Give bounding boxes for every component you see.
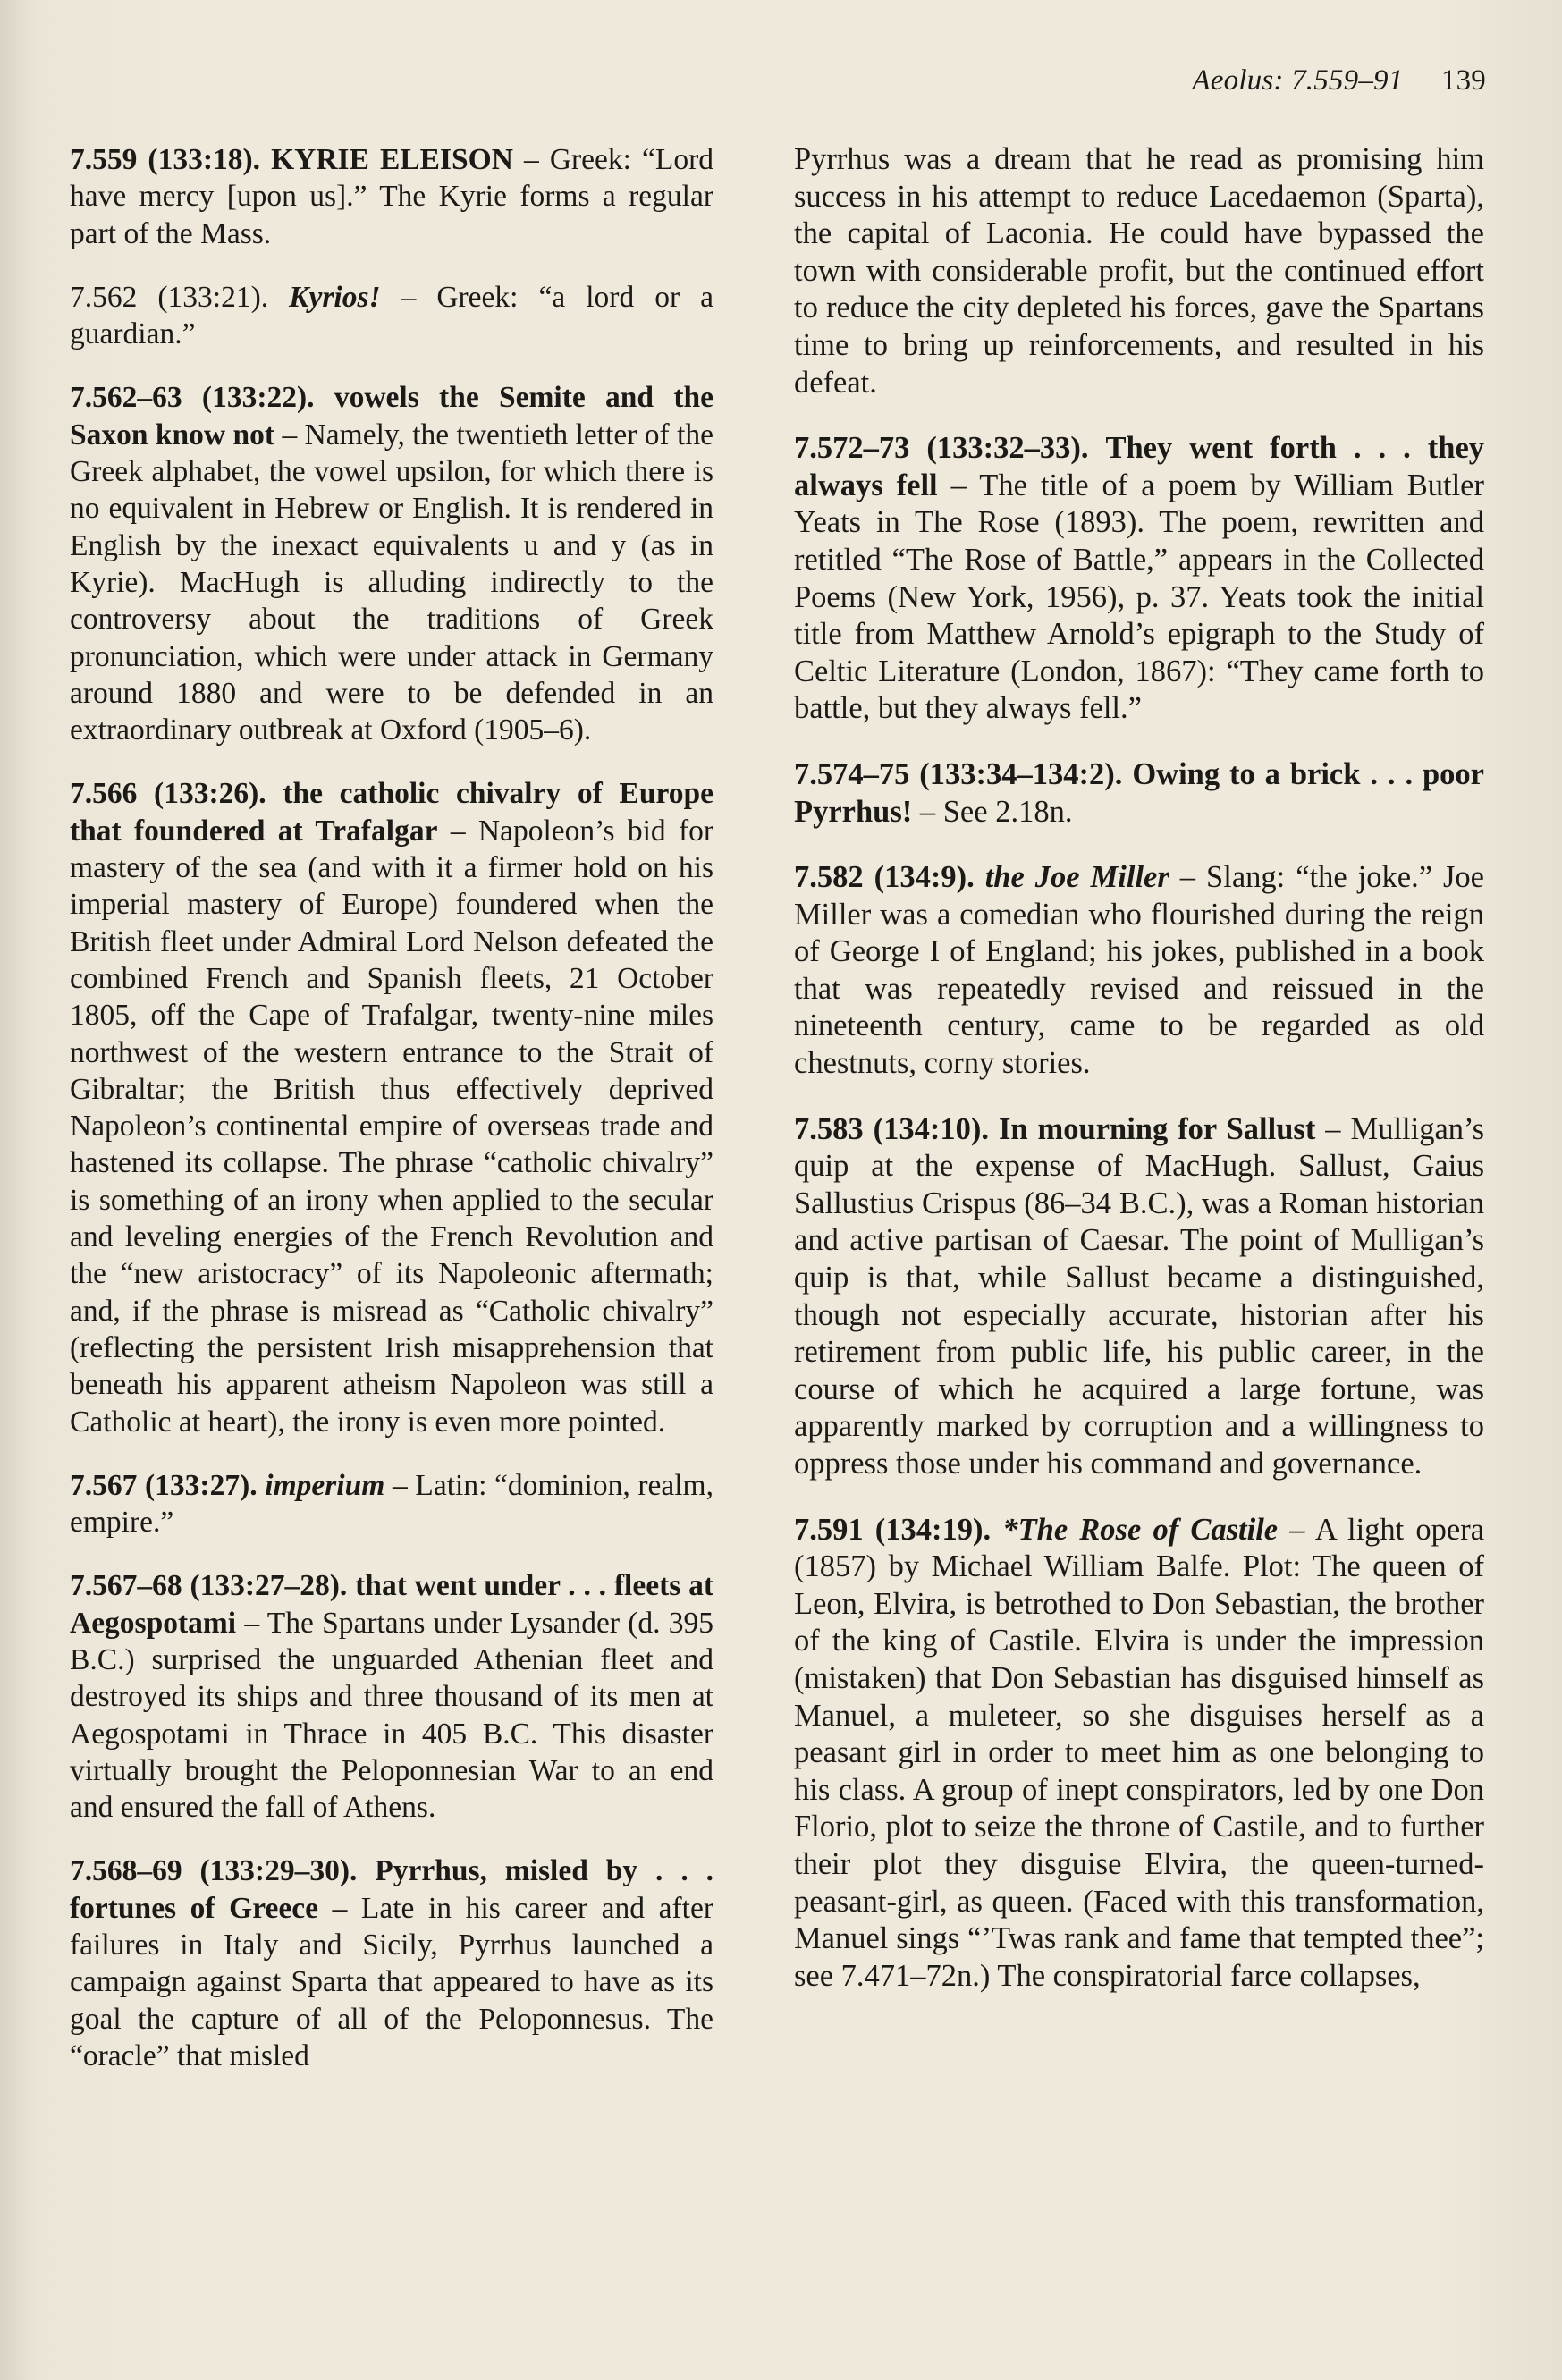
entry-dash: – bbox=[1289, 1512, 1305, 1547]
running-head-title: Aeolus: 7.559–91 bbox=[1192, 64, 1404, 97]
left-column bbox=[70, 141, 713, 2101]
entry-dash: – bbox=[1179, 860, 1196, 895]
annotation-entry bbox=[70, 141, 713, 252]
entry-dash: – bbox=[524, 143, 539, 176]
entry-text: Greek: “a lord or a guardian.” bbox=[70, 280, 714, 351]
annotation-entry bbox=[794, 430, 1484, 728]
annotation-entry bbox=[794, 859, 1484, 1083]
entry-reference: 7.568–69 (133:29–30). bbox=[70, 1854, 358, 1888]
entry-dash: – bbox=[401, 280, 417, 314]
annotation-entry bbox=[70, 279, 713, 353]
entry-reference: 7.562–63 (133:22). bbox=[70, 381, 315, 415]
entry-headword: the Joe Miller bbox=[984, 860, 1169, 895]
entry-text: A light opera (1857) by Michael William Balfe. Plot: The queen of Leon, Elvira, is betrothed to Don Sebastian, the brother of the king of Castile. Elvira is under the impression (mistaken) that Don Sebastian has disguised himself as Manuel, a muleteer, so she disguises herself as a peasant girl in order to meet him as one belonging to his class. A group of inept conspirators, led by one Don Florio, plot to seize the throne of Castile, and to further their plot they disguise Elvira, the queen-turned-peasant-girl, as queen. (Faced with this transformation, Manuel sings “’Twas rank and fame that tempted thee”; see 7.471–72n.) The conspiratorial farce collapses, bbox=[794, 1512, 1485, 1993]
entry-reference: 7.566 (133:26). bbox=[70, 777, 266, 811]
entry-reference: 7.591 (134:19). bbox=[794, 1512, 992, 1547]
annotation-entry bbox=[794, 1111, 1484, 1483]
entry-dash: – bbox=[450, 814, 466, 848]
entry-dash: – bbox=[1325, 1111, 1341, 1146]
entry-reference: 7.574–75 (133:34–134:2). bbox=[794, 756, 1123, 791]
entry-text: Latin: “dominion, realm, empire.” bbox=[70, 1468, 713, 1540]
annotation-entry-continued bbox=[794, 141, 1484, 401]
entry-dash: – bbox=[392, 1468, 408, 1502]
entry-headword: that went under . . . fleets at Aegospotami bbox=[70, 1569, 714, 1640]
right-column bbox=[794, 141, 1484, 2023]
page-number: 139 bbox=[1440, 64, 1486, 97]
annotation-entry bbox=[794, 756, 1484, 831]
entry-text: Late in his career and after failures in Italy and Sicily, Pyrrhus launched a campaign against Sparta that appeared to have as its goal the capture of all of the Peloponnesus. The “oracle” that misled bbox=[70, 1891, 713, 2072]
annotation-entry bbox=[70, 1853, 713, 2074]
entry-headword: the catholic chivalry of Europe that foundered at Trafalgar bbox=[70, 777, 713, 848]
entry-headword: Owing to a brick . . . poor Pyrrhus! bbox=[794, 756, 1484, 829]
annotation-entry bbox=[794, 1512, 1484, 1996]
entry-text: See 2.18n. bbox=[942, 794, 1073, 829]
entry-headword: vowels the Semite and the Saxon know not bbox=[70, 381, 714, 452]
entry-text: Slang: “the joke.” Joe Miller was a comedian who flourished during the reign of George I of England; his jokes, published in a book that was repeatedly revised and reissued in the nineteenth century, came to be regarded as old chestnuts, corny stories. bbox=[794, 860, 1484, 1081]
annotation-entry bbox=[70, 1467, 713, 1541]
entry-dash: – bbox=[950, 468, 967, 502]
entry-text: Napoleon’s bid for mastery of the sea (and with it a firmer hold on his imperial mastery of Europe) foundered when the British fleet under Admiral Lord Nelson defeated the combined French and Spanish fleets, 21 October 1805, off the Cape of Trafalgar, twenty-nine miles northwest of the western entrance to the Strait of Gibraltar; the British thus effectively deprived Napoleon’s continental empire of overseas trade and hastened its collapse. The phrase “catholic chivalry” is something of an irony when applied to the secular and leveling energies of the French Revolution and the “new aristocracy” of its Napoleonic aftermath; and, if the phrase is misread as “Catholic chivalry” (reflecting the persistent Irish misapprehension that beneath his apparent atheism Napoleon was still a Catholic at heart), the irony is even more pointed. bbox=[70, 814, 714, 1439]
entry-reference: 7.567–68 (133:27–28). bbox=[70, 1569, 348, 1603]
entry-dash: – bbox=[332, 1891, 348, 1925]
annotation-entry bbox=[70, 379, 713, 748]
entry-text: The Spartans under Lysander (d. 395 B.C.) surprised the unguarded Athenian fleet and destroyed its ships and three thousand of its men at Aegospotami in Thrace in 405 B.C. This disaster virtually brought the Peloponnesian War to an end and ensured the fall of Athens. bbox=[70, 1606, 713, 1825]
running-head bbox=[1192, 64, 1486, 97]
entry-headword: In mourning for Sallust bbox=[998, 1111, 1316, 1146]
entry-headword: Pyrrhus, misled by . . . fortunes of Greece bbox=[70, 1854, 713, 1925]
entry-dash: – bbox=[919, 794, 936, 829]
annotation-entry bbox=[70, 775, 713, 1439]
entry-headword: Kyrios! bbox=[289, 280, 381, 314]
entry-headword: *The Rose of Castile bbox=[1002, 1512, 1279, 1547]
entry-headword: imperium bbox=[265, 1468, 385, 1502]
entry-text: Mulligan’s quip at the expense of MacHugh. Sallust, Gaius Sallustius Crispus (86–34 B.C.), was a Roman historian and active partisan of Caesar. The point of Mulligan’s quip is that, while Sallust became a distinguished, though not especially accurate, historian after his retirement from public life, his public career, in the course of which he acquired a large fortune, was apparently marked by corruption and a willingness to oppress those under his command and governance. bbox=[794, 1111, 1485, 1481]
entry-text: Namely, the twentieth letter of the Greek alphabet, the vowel upsilon, for which there is no equivalent in Hebrew or English. It is rendered in English by the inexact equivalents u and y (as in Kyrie). MacHugh is alluding indirectly to the controversy about the traditions of Greek pronunciation, which were under attack in Germany around 1880 and were to be defended in an extraordinary outbreak at Oxford (1905–6). bbox=[70, 418, 714, 747]
entry-text: The title of a poem by William Butler Yeats in The Rose (1893). The poem, rewritten and retitled “The Rose of Battle,” appears in the Collected Poems (New York, 1956), p. 37. Yeats took the initial title from Matthew Arnold’s epigraph to the Study of Celtic Literature (London, 1867): “They came forth to battle, but they always fell.” bbox=[794, 468, 1484, 726]
entry-dash: – bbox=[244, 1606, 260, 1640]
entry-reference: 7.567 (133:27). bbox=[70, 1468, 258, 1502]
entry-reference: 7.562 (133:21). bbox=[70, 280, 269, 314]
entry-text: Pyrrhus was a dream that he read as promising him success in his attempt to reduce Lacedaemon (Sparta), the capital of Laconia. He could have bypassed the town with considerable profit, but the continued effort to reduce the city depleted his forces, gave the Spartans time to bring up reinforcements, and resulted in his defeat. bbox=[794, 142, 1484, 400]
entry-dash: – bbox=[282, 418, 298, 452]
entry-reference: 7.582 (134:9). bbox=[794, 860, 975, 895]
entry-reference: 7.572–73 (133:32–33). bbox=[794, 431, 1089, 466]
entry-reference: 7.559 (133:18). bbox=[70, 143, 261, 176]
annotation-entry bbox=[70, 1567, 713, 1826]
entry-text: Greek: “Lord have mercy [upon us].” The Kyrie forms a regular part of the Mass. bbox=[70, 143, 714, 250]
entry-headword: KYRIE ELEISON bbox=[271, 143, 513, 176]
entry-reference: 7.583 (134:10). bbox=[794, 1111, 989, 1146]
entry-headword: They went forth . . . they always fell bbox=[794, 431, 1485, 502]
